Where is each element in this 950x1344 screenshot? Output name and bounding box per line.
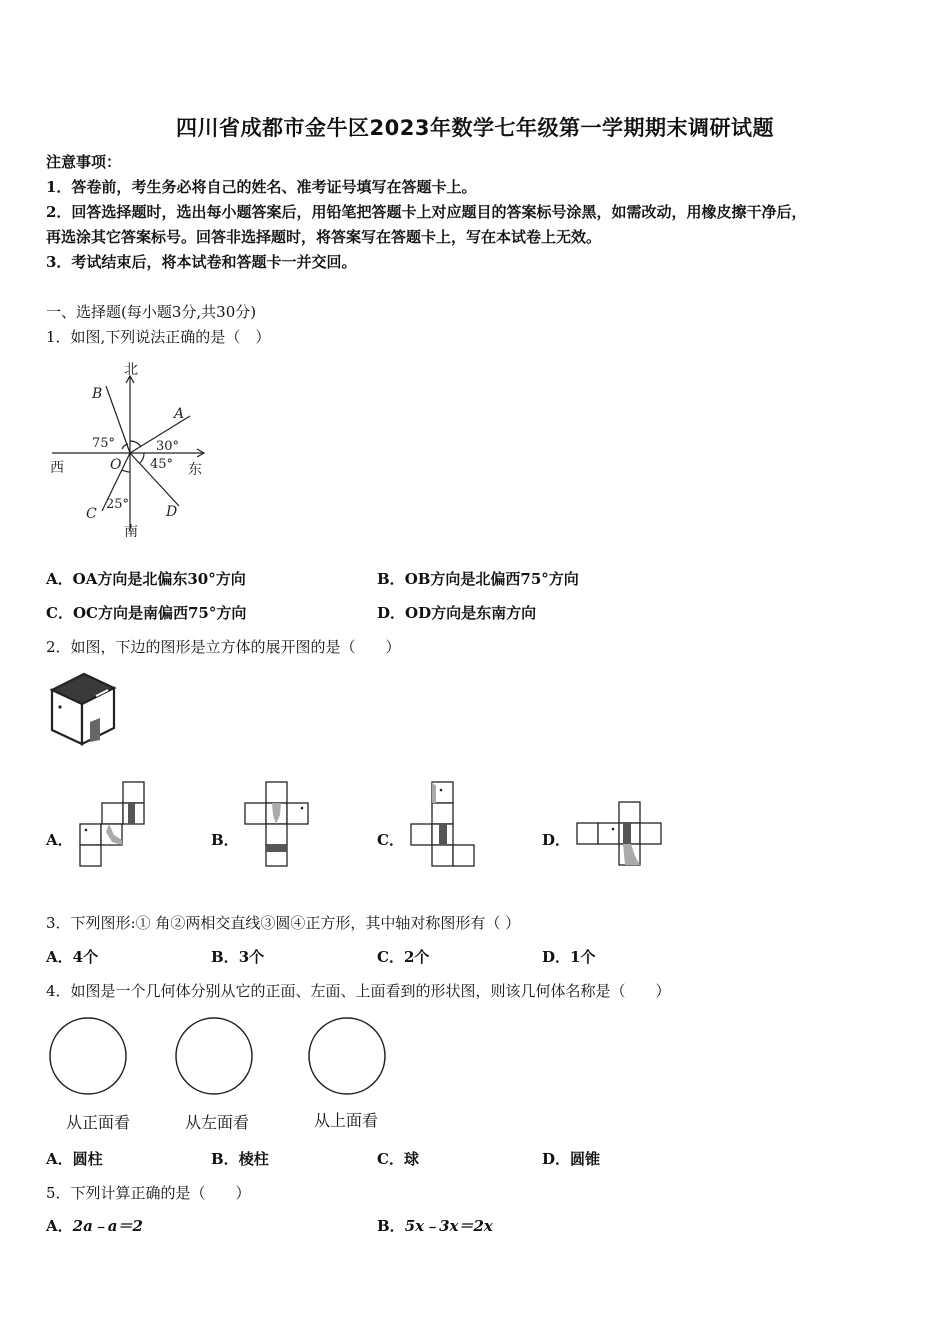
q4-front-view-circle bbox=[46, 1014, 136, 1100]
q3-option-b bbox=[211, 947, 264, 967]
q2-option-a-label: A． bbox=[46, 831, 73, 849]
q4-option-c bbox=[377, 1149, 419, 1169]
q2-stem: 2．如图，下边的图形是立方体的展开图的是（ ） bbox=[46, 638, 401, 656]
label-c: C bbox=[86, 506, 97, 522]
q2-option-b-label: B． bbox=[211, 831, 239, 849]
angle-label-a: 30° bbox=[156, 439, 180, 454]
q1-option-d bbox=[377, 603, 536, 623]
q1-option-d-text: OD方向是东南方向 bbox=[405, 604, 537, 622]
q4-option-d bbox=[542, 1149, 600, 1169]
q3-option-c bbox=[377, 947, 429, 967]
q1-option-a-text: OA方向是北偏东30°方向 bbox=[72, 570, 246, 588]
angle-arc-d bbox=[140, 453, 144, 463]
q5-option-b bbox=[377, 1216, 493, 1236]
q4-option-a-text: 圆柱 bbox=[72, 1150, 103, 1168]
q3-option-a bbox=[46, 947, 98, 967]
q5-option-a-label: A． bbox=[46, 1217, 73, 1235]
q2-option-a-net[interactable] bbox=[76, 780, 148, 870]
q4-option-b-label: B． bbox=[211, 1150, 239, 1168]
q2-cube-figure bbox=[46, 670, 120, 748]
q2-option-c-net[interactable] bbox=[407, 778, 479, 872]
q4-option-c-text: 球 bbox=[403, 1150, 419, 1168]
label-west: 西 bbox=[50, 460, 64, 476]
label-b: B bbox=[92, 386, 103, 402]
q2-option-d-net[interactable] bbox=[573, 800, 665, 870]
label-d: D bbox=[166, 504, 178, 520]
label-east: 东 bbox=[188, 462, 202, 478]
q4-caption-left: 从左面看 bbox=[185, 1113, 250, 1132]
q4-caption-front: 从正面看 bbox=[66, 1113, 131, 1132]
q3-option-d-text: 1个 bbox=[570, 948, 596, 966]
q1-option-c-text: OC方向是南偏西75°方向 bbox=[72, 604, 247, 622]
q1-option-b-text: OB方向是北偏西75°方向 bbox=[404, 570, 579, 588]
q3-option-a-label: A． bbox=[46, 948, 73, 966]
q3-option-b-text: 3个 bbox=[238, 948, 265, 966]
q2-option-d-label: D． bbox=[542, 831, 571, 849]
q4-option-a-label: A． bbox=[46, 1150, 73, 1168]
q5-option-b-text: 5x﹣3x＝2x bbox=[404, 1217, 493, 1235]
q4-option-c-label: C． bbox=[377, 1150, 404, 1168]
q4-top-view-circle bbox=[305, 1014, 395, 1100]
angle-label-b: 75° bbox=[92, 436, 116, 451]
notice-item-3: 3．考试结束后，将本试卷和答题卡一并交回。 bbox=[46, 253, 357, 271]
q3-option-d bbox=[542, 947, 595, 967]
q1-option-c-label: C． bbox=[46, 604, 73, 622]
label-north: 北 bbox=[124, 362, 138, 378]
q4-option-d-text: 圆锥 bbox=[570, 1150, 601, 1168]
label-south: 南 bbox=[124, 524, 138, 540]
cube-right-shade bbox=[90, 718, 100, 742]
q3-option-d-label: D． bbox=[542, 948, 571, 966]
section-heading: 一、选择题(每小题3分,共30分) bbox=[46, 303, 257, 321]
q4-option-d-label: D． bbox=[542, 1150, 571, 1168]
q5-stem: 5．下列计算正确的是（ ） bbox=[46, 1184, 251, 1202]
q1-option-b-label: B． bbox=[377, 570, 405, 588]
notice-item-2: 2．回答选择题时，选出每小题答案后，用铅笔把答题卡上对应题目的答案标号涂黑，如需改动，用橡皮擦干净后， bbox=[46, 203, 807, 221]
q3-option-c-label: C． bbox=[377, 948, 404, 966]
cube-dot-icon bbox=[58, 705, 61, 708]
q5-option-a bbox=[46, 1216, 143, 1236]
q5-option-b-label: B． bbox=[377, 1217, 405, 1235]
q4-option-a bbox=[46, 1149, 103, 1169]
angle-label-c: 25° bbox=[106, 497, 130, 512]
angle-label-d: 45° bbox=[150, 457, 174, 472]
notice-item-1: 1．答卷前，考生务必将自己的姓名、准考证号填写在答题卡上。 bbox=[46, 178, 477, 196]
notice-item-2-cont: 再选涂其它答案标号。回答非选择题时，将答案写在答题卡上，写在本试卷上无效。 bbox=[46, 228, 602, 246]
notice-heading: 注意事项： bbox=[46, 153, 122, 171]
q1-option-d-label: D． bbox=[377, 604, 406, 622]
q4-left-view-circle bbox=[172, 1014, 262, 1100]
q2-option-c-label: C． bbox=[377, 831, 404, 849]
angle-arc-a bbox=[130, 441, 141, 447]
q3-stem: 3．下列图形:① 角②两相交直线③圆④正方形，其中轴对称图形有（ ） bbox=[46, 914, 521, 932]
q3-option-a-text: 4个 bbox=[72, 948, 99, 966]
q2-option-b-net[interactable] bbox=[240, 780, 315, 870]
q1-option-b bbox=[377, 569, 579, 589]
q4-option-b bbox=[211, 1149, 269, 1169]
q1-option-c bbox=[46, 603, 246, 623]
page-title: 四川省成都市金牛区2023年数学七年级第一学期期末调研试题 bbox=[176, 116, 774, 140]
angle-arc-c bbox=[122, 470, 130, 472]
q1-option-a-label: A． bbox=[46, 570, 73, 588]
q3-option-c-text: 2个 bbox=[403, 948, 430, 966]
q5-option-a-text: 2a﹣a＝2 bbox=[72, 1217, 143, 1235]
q3-option-b-label: B． bbox=[211, 948, 239, 966]
label-o: O bbox=[110, 457, 122, 473]
q1-stem: 1．如图,下列说法正确的是（ ） bbox=[46, 328, 271, 346]
q4-stem: 4．如图是一个几何体分别从它的正面、左面、上面看到的形状图，则该几何体名称是（ ） bbox=[46, 982, 671, 1000]
q4-caption-top: 从上面看 bbox=[314, 1111, 379, 1130]
q1-compass-figure bbox=[44, 356, 219, 541]
label-a: A bbox=[174, 406, 185, 422]
q1-option-a bbox=[46, 569, 246, 589]
q4-option-b-text: 棱柱 bbox=[238, 1150, 269, 1168]
